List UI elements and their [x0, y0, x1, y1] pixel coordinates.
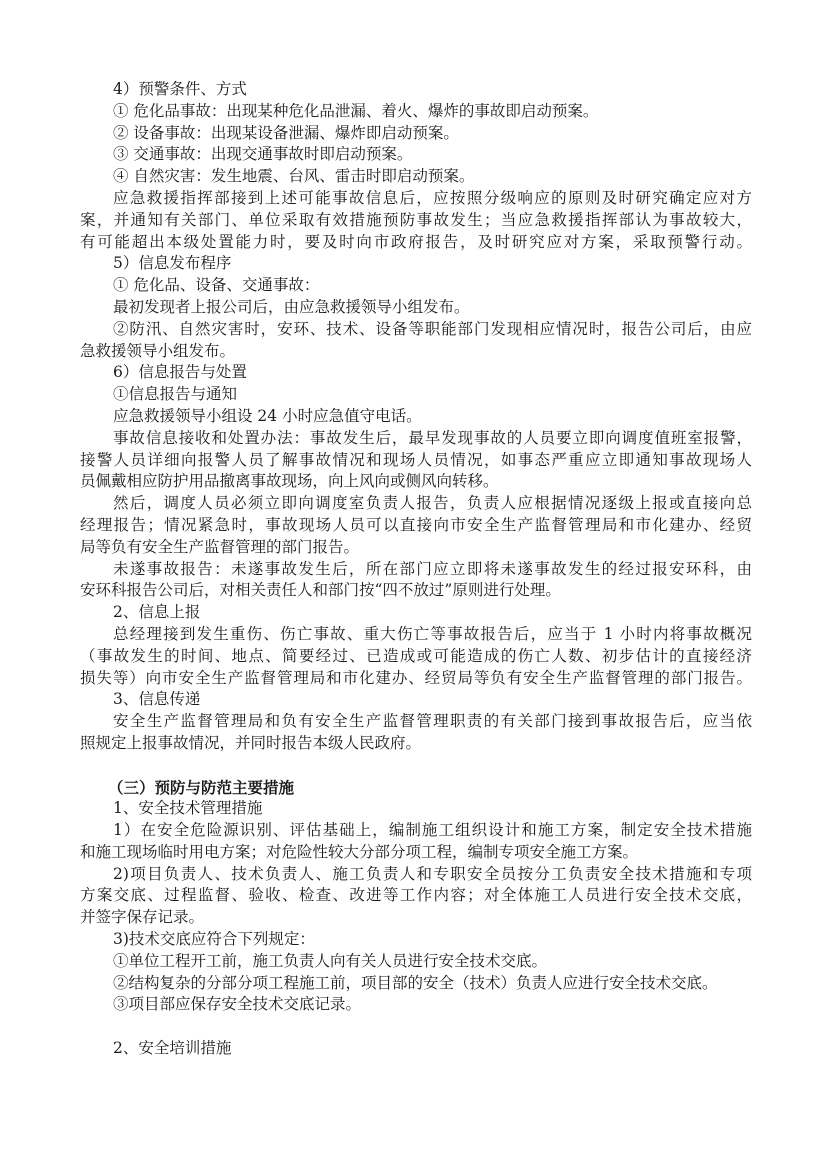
- text-line: 未遂事故报告：未遂事故发生后，所在部门应立即将未遂事故发生的经过报安环科，由: [113, 559, 752, 578]
- text-line: 3、信息传递: [113, 690, 201, 709]
- text-line: （事故发生的时间、地点、简要经过、已造成或可能造成的伤亡人数、初步估计的直接经济: [80, 646, 752, 665]
- text-line: 1）在安全危险源识别、评估基础上，编制施工组织设计和施工方案，制定安全技术措施: [113, 821, 752, 840]
- text-line: 急救援领导小组发布。: [80, 341, 236, 360]
- text-line: ① 危化品事故：出现某种危化品泄漏、着火、爆炸的事故即启动预案。: [113, 101, 599, 120]
- text-line: 局等负有安全生产监督管理的部门报告。: [80, 537, 360, 556]
- text-line: ① 危化品、设备、交通事故：: [113, 276, 320, 295]
- text-line: ③项目部应保存安全技术交底记录。: [113, 995, 362, 1014]
- text-line: 2)项目负责人、技术负责人、施工负责人和专职安全员按分工负责安全技术措施和专项: [113, 864, 752, 883]
- text-line: 总经理接到发生重伤、伤亡事故、重大伤亡等事故报告后，应当于 1 小时内将事故概况: [113, 624, 752, 643]
- text-line: ②结构复杂的分部分项工程施工前，项目部的安全（技术）负责人应进行安全技术交底。: [113, 973, 718, 992]
- text-line: 4）预警条件、方式: [113, 80, 247, 98]
- text-line: 然后，调度人员必须立即向调度室负责人报告，负责人应根据情况逐级上报或直接向总: [113, 494, 752, 513]
- text-line: ④ 自然灾害：发生地震、台风、雷击时即启动预案。: [113, 167, 475, 186]
- text-line: ② 设备事故：出现某设备泄漏、爆炸即启动预案。: [113, 123, 459, 142]
- text-line: 事故信息接收和处置办法：事故发生后，最早发现事故的人员要立即向调度值班室报警，: [113, 428, 752, 447]
- text-line: 安全生产监督管理局和负有安全生产监督管理职责的有关部门接到事故报告后，应当依: [113, 712, 752, 731]
- text-line: 损失等）向市安全生产监督管理局和市化建办、经贸局等负有安全生产监督管理的部门报告。: [80, 668, 752, 687]
- blank-line: [80, 1016, 752, 1038]
- text-line: 员佩戴相应防护用品撤离事故现场，向上风向或侧风向转移。: [80, 472, 499, 491]
- text-line: 并签字保存记录。: [80, 908, 205, 927]
- text-line: 接警人员详细向报警人员了解事故情况和现场人员情况，如事态严重应立即通知事故现场人: [80, 450, 752, 469]
- text-line: 有可能超出本级处置能力时，要及时向市政府报告，及时研究应对方案，采取预警行动。: [80, 232, 752, 251]
- text-line: 2、信息上报: [113, 603, 201, 622]
- text-line: ①单位工程开工前，施工负责人向有关人员进行安全技术交底。: [113, 951, 548, 970]
- text-line: 案，并通知有关部门、单位采取有效措施预防事故发生；当应急救援指挥部认为事故较大，: [80, 210, 752, 229]
- text-line: ①信息报告与通知: [113, 385, 238, 404]
- text-line: 5）信息发布程序: [113, 254, 232, 273]
- text-line: 应急救援指挥部接到上述可能事故信息后，应按照分级响应的原则及时研究确定应对方: [113, 188, 752, 207]
- text-line: 最初发现者上报公司后，由应急救援领导小组发布。: [113, 297, 470, 316]
- text-line: 1、安全技术管理措施: [113, 799, 263, 818]
- text-line: 3)技术交底应符合下列规定：: [113, 930, 315, 949]
- section-heading: （三）预防与防范主要措施: [108, 777, 295, 797]
- text-line: 安环科报告公司后，对相关责任人和部门按“四不放过”原则进行处理。: [80, 581, 561, 600]
- text-line: 方案交底、过程监督、验收、检查、改进等工作内容；对全体施工人员进行安全技术交底，: [80, 886, 752, 905]
- text-line: 2、安全培训措施: [113, 1039, 232, 1058]
- text-line: 和施工现场临时用电方案；对危险性较大分部分项工程，编制专项安全施工方案。: [80, 842, 639, 861]
- text-line: ③ 交通事故：出现交通事故时即启动预案。: [113, 145, 413, 164]
- document-page: [80, 79, 752, 1060]
- text-line: 应急救援领导小组设 24 小时应急值守电话。: [113, 406, 422, 425]
- blank-line: [80, 755, 752, 777]
- text-line: 照规定上报事故情况，并同时报告本级人民政府。: [80, 733, 422, 752]
- text-line: ②防汛、自然灾害时，安环、技术、设备等职能部门发现相应情况时，报告公司后，由应: [113, 319, 752, 338]
- text-line: 6）信息报告与处置: [113, 363, 247, 382]
- text-line: 经理报告；情况紧急时，事故现场人员可以直接向市安全生产监督管理局和市化建办、经贸: [80, 515, 752, 534]
